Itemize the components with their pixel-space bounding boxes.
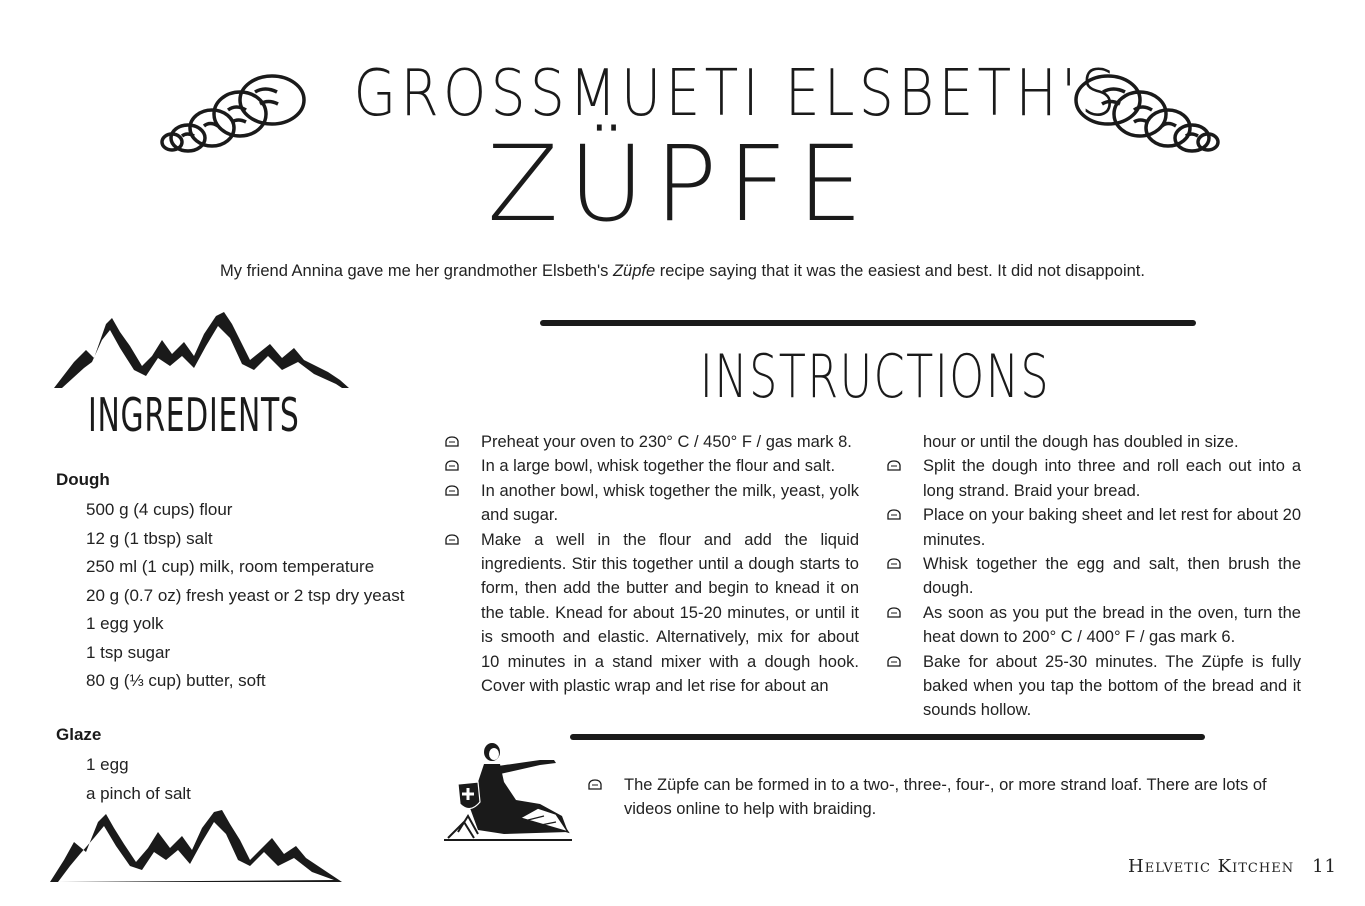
instruction-step bbox=[887, 650, 1301, 723]
recipe-title-line2: ZÜPFE bbox=[487, 123, 873, 245]
instruction-step-text: Bake for about 25-30 minutes. The Züpfe is fully baked when you tap the bottom of the bread and it sounds hollow. bbox=[923, 652, 1301, 720]
intro-before: My friend Annina gave me her grandmother Elsbeth's bbox=[220, 262, 613, 280]
dough-section bbox=[56, 470, 436, 696]
instruction-step bbox=[445, 430, 859, 454]
instruction-step-text: Split the dough into three and roll each out into a long strand. Braid your bread. bbox=[923, 457, 1301, 500]
instruction-step-text: Make a well in the flour and add the liquid ingredients. Stir this together until a dough starts to form, then add the butter and begin to knead it on the table. Knead for about 15-20 minutes, or until it is smooth and elastic. Alternatively, mix for about 10 minutes in a stand mixer with a dough hook. Cover with plastic wrap and let rise for about an bbox=[481, 530, 859, 696]
glaze-ingredient-list bbox=[56, 751, 436, 808]
instruction-step bbox=[445, 528, 859, 699]
ingredient-item: 1 egg bbox=[86, 755, 129, 774]
dough-ingredient-list bbox=[56, 496, 436, 696]
ingredients-heading: INGREDIENTS bbox=[88, 388, 300, 442]
bread-bullet-icon bbox=[887, 656, 901, 667]
bread-bullet-icon bbox=[588, 779, 602, 790]
mountains-bottom-illustration bbox=[50, 808, 342, 884]
instruction-step bbox=[445, 454, 859, 478]
instruction-step bbox=[887, 454, 1301, 503]
instruction-step-text: In another bowl, whisk together the milk, yeast, yolk and sugar. bbox=[481, 481, 859, 525]
intro-after: recipe saying that it was the easiest and best. It did not disappoint. bbox=[655, 262, 1145, 280]
helvetia-figure-illustration bbox=[444, 738, 572, 842]
instructions-top-rule bbox=[540, 320, 1196, 326]
glaze-label: Glaze bbox=[56, 725, 102, 744]
dough-label: Dough bbox=[56, 470, 110, 489]
instruction-continuation: hour or until the dough has doubled in size. bbox=[923, 433, 1239, 451]
instruction-step bbox=[887, 601, 1301, 650]
ingredient-item: 500 g (4 cups) flour bbox=[86, 500, 233, 519]
instruction-step bbox=[887, 503, 1301, 552]
page-number: 11 bbox=[1312, 856, 1337, 877]
bread-bullet-icon bbox=[445, 534, 459, 545]
instruction-step-text: Place on your baking sheet and let rest for about 20 minutes. bbox=[923, 506, 1301, 549]
tip-top-rule bbox=[570, 734, 1205, 740]
ingredient-item: a pinch of salt bbox=[86, 783, 191, 803]
instruction-step bbox=[887, 552, 1301, 601]
bread-bullet-icon bbox=[887, 558, 901, 569]
instruction-step-text: Preheat your oven to 230° C / 450° F / gas mark 8. bbox=[481, 433, 852, 451]
ingredient-item: 1 tsp sugar bbox=[86, 642, 171, 662]
instruction-step-text: Whisk together the egg and salt, then brush the dough. bbox=[923, 555, 1301, 598]
bread-bullet-icon bbox=[887, 460, 901, 471]
ingredient-item: 1 egg yolk bbox=[86, 614, 164, 633]
ingredient-item: 250 ml (1 cup) milk, room temperature bbox=[86, 557, 375, 576]
instructions-right-column bbox=[887, 430, 1301, 723]
ingredient-item: 80 g (⅓ cup) butter, soft bbox=[86, 671, 266, 690]
instruction-step-text: As soon as you put the bread in the oven, turn the heat down to 200° C / 400° F / gas mark 6. bbox=[923, 603, 1301, 647]
bread-bullet-icon bbox=[887, 509, 901, 520]
bread-bullet-icon bbox=[445, 436, 459, 447]
instructions-left-column bbox=[445, 430, 859, 698]
instruction-step bbox=[445, 479, 859, 528]
mountains-top-illustration bbox=[54, 310, 349, 390]
tip-text: The Züpfe can be formed in to a two-, three-, four-, or more strand loaf. There are lots of videos online to help with braiding. bbox=[624, 776, 1267, 819]
tip-note bbox=[588, 773, 1288, 822]
page-footer bbox=[1128, 856, 1337, 877]
intro-emphasis: Züpfe bbox=[612, 262, 656, 280]
bread-bullet-icon bbox=[887, 607, 901, 618]
recipe-title-line1: GROSSMUETI ELSBETH'S bbox=[353, 57, 1120, 131]
instructions-heading: INSTRUCTIONS bbox=[699, 342, 1051, 412]
bread-bullet-icon bbox=[445, 460, 459, 471]
bread-bullet-icon bbox=[445, 485, 459, 496]
glaze-section bbox=[56, 725, 436, 808]
ingredient-item: 12 g (1 tbsp) salt bbox=[86, 528, 213, 548]
book-title: Helvetic Kitchen bbox=[1128, 856, 1295, 877]
braided-bread-left-illustration bbox=[160, 70, 310, 160]
instruction-step-text: In a large bowl, whisk together the flour and salt. bbox=[481, 457, 836, 476]
intro-text bbox=[100, 262, 1265, 281]
ingredient-item: 20 g (0.7 oz) fresh yeast or 2 tsp dry yeast bbox=[86, 585, 405, 605]
